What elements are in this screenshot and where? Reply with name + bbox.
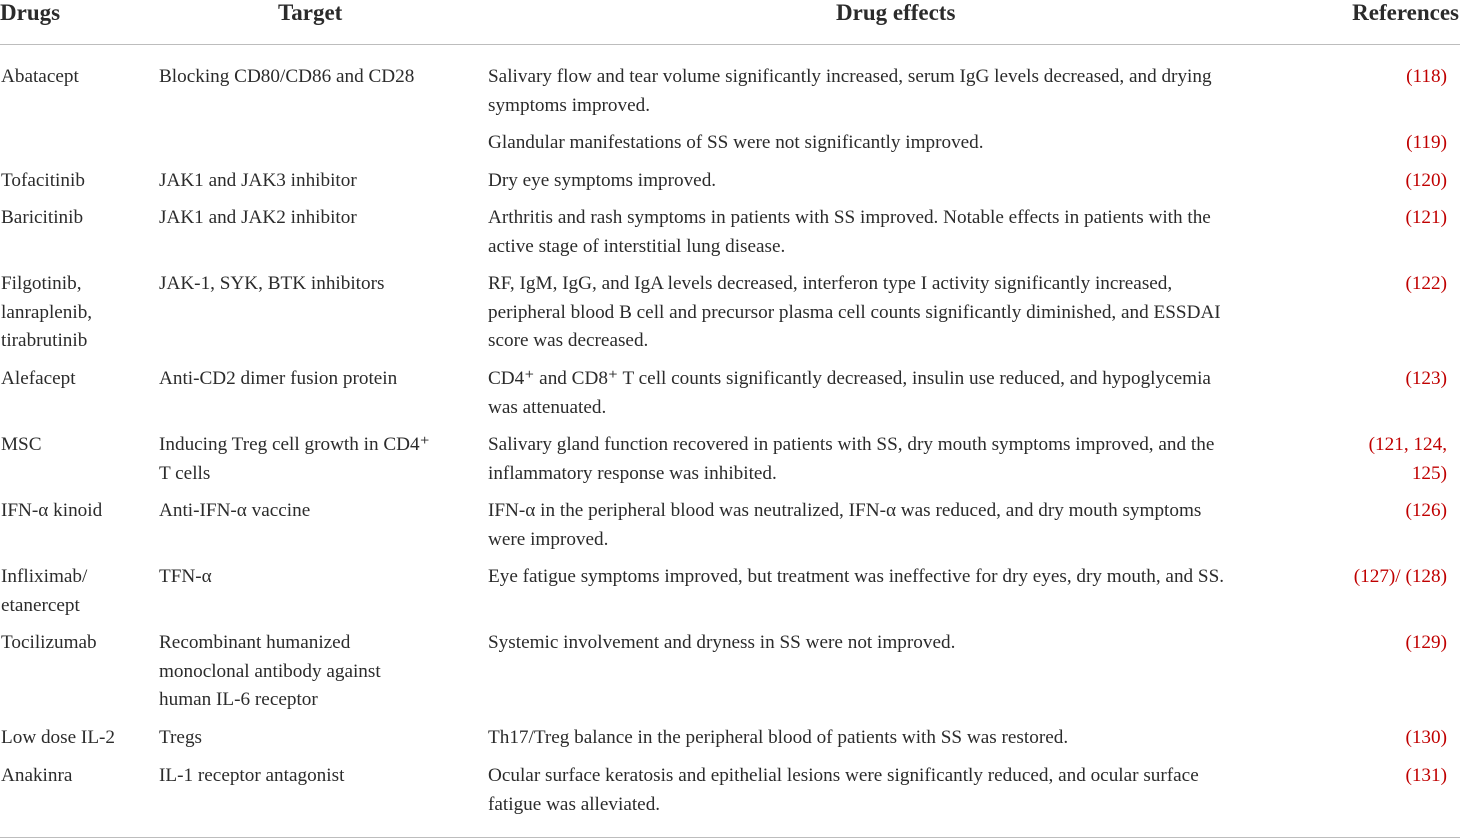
reference-cell[interactable] [1327, 563, 1447, 592]
cell-line: score was decreased. [488, 330, 649, 351]
drug-effect-cell [488, 497, 1318, 554]
drug-effect-cell [488, 167, 1318, 196]
reference-line: (120) [1405, 170, 1447, 191]
drug-effect-cell [488, 431, 1318, 488]
cell-line: Salivary flow and tear volume significantly increased, serum IgG levels decreased, and drying [488, 66, 1212, 87]
cell-line: lanraplenib, [1, 301, 93, 323]
drug-cell [1, 365, 151, 394]
drug-cell [1, 497, 151, 526]
cell-line: CD4⁺ and CD8⁺ T cell counts significantly decreased, insulin use reduced, and hypoglycemia [488, 368, 1211, 389]
target-cell [159, 431, 469, 488]
drug-cell [1, 270, 151, 356]
cell-line: JAK-1, SYK, BTK inhibitors [159, 273, 385, 294]
reference-cell[interactable] [1327, 762, 1447, 791]
drug-cell [1, 431, 151, 460]
target-cell [159, 762, 469, 791]
target-cell [159, 365, 469, 394]
cell-line: JAK1 and JAK3 inhibitor [159, 170, 357, 191]
target-cell [159, 167, 469, 196]
cell-line: Infliximab/ [1, 566, 88, 587]
reference-line: (121) [1405, 207, 1447, 228]
cell-line: IFN-α kinoid [1, 500, 103, 521]
reference-line: (129) [1405, 632, 1447, 653]
cell-line: Tofacitinib [1, 170, 85, 191]
cell-line: Systemic involvement and dryness in SS were not improved. [488, 632, 956, 653]
cell-line: Ocular surface keratosis and epithelial lesions were significantly reduced, and ocular surface [488, 765, 1199, 786]
reference-line: (118) [1406, 66, 1447, 87]
cell-line: MSC [1, 434, 42, 455]
header-references: References [1352, 0, 1459, 25]
target-cell [159, 63, 469, 92]
reference-cell[interactable] [1327, 270, 1447, 299]
cell-line: Dry eye symptoms improved. [488, 170, 717, 191]
drug-cell [1, 629, 151, 658]
reference-line: 125) [1411, 462, 1447, 484]
target-cell [159, 497, 469, 526]
target-cell [159, 270, 469, 299]
cell-line: Anti-IFN-α vaccine [159, 500, 311, 521]
cell-line: Salivary gland function recovered in patients with SS, dry mouth symptoms improved, and the [488, 434, 1215, 455]
reference-cell[interactable] [1327, 497, 1447, 526]
cell-line: TFN-α [159, 566, 212, 587]
drug-effect-cell [488, 129, 1318, 158]
cell-line: etanercept [1, 594, 80, 616]
cell-line: symptoms improved. [488, 94, 651, 116]
cell-line: Baricitinib [1, 207, 84, 228]
drug-effect-cell [488, 204, 1318, 261]
drug-cell [1, 63, 151, 92]
cell-line: active stage of interstitial lung disease. [488, 235, 786, 257]
drug-cell [1, 762, 151, 791]
cell-line: were improved. [488, 528, 609, 550]
cell-line: Tregs [159, 727, 203, 748]
cell-line: IL-1 receptor antagonist [159, 765, 345, 786]
cell-line: Eye fatigue symptoms improved, but treatment was ineffective for dry eyes, dry mouth, and SS. [488, 566, 1225, 587]
cell-line: Anakinra [1, 765, 73, 786]
cell-line: Glandular manifestations of SS were not significantly improved. [488, 132, 984, 153]
cell-line: Blocking CD80/CD86 and CD28 [159, 66, 415, 87]
reference-cell[interactable] [1327, 204, 1447, 233]
cell-line: human IL-6 receptor [159, 689, 318, 710]
drug-effect-cell [488, 762, 1318, 819]
target-cell [159, 563, 469, 592]
drug-cell [1, 563, 151, 620]
reference-line: (123) [1405, 368, 1447, 389]
cell-line: Tocilizumab [1, 632, 97, 653]
drug-effect-cell [488, 629, 1318, 658]
cell-line: JAK1 and JAK2 inhibitor [159, 207, 357, 228]
cell-line: Inducing Treg cell growth in CD4⁺ [159, 434, 430, 455]
cell-line: RF, IgM, IgG, and IgA levels decreased, interferon type I activity significantly increased, [488, 273, 1173, 294]
reference-line: (127)/ (128) [1353, 566, 1447, 587]
cell-line: T cells [159, 462, 211, 484]
reference-line: (131) [1405, 765, 1447, 786]
drug-cell [1, 167, 151, 196]
cell-line: inflammatory response was inhibited. [488, 462, 777, 484]
table-header [0, 0, 1460, 45]
reference-line: (121, 124, [1368, 434, 1447, 455]
bottom-rule [0, 837, 1460, 838]
reference-cell[interactable] [1327, 431, 1447, 488]
reference-line: (119) [1406, 132, 1447, 153]
cell-line: Alefacept [1, 368, 76, 389]
cell-line: Anti-CD2 dimer fusion protein [159, 368, 398, 389]
drug-effect-cell [488, 63, 1318, 120]
drug-effect-cell [488, 563, 1318, 592]
cell-line: tirabrutinib [1, 330, 88, 351]
cell-line: Arthritis and rash symptoms in patients with SS improved. Notable effects in patients with the [488, 207, 1211, 228]
reference-cell[interactable] [1327, 724, 1447, 753]
target-cell [159, 204, 469, 233]
cell-line: peripheral blood B cell and precursor plasma cell counts significantly diminished, and ESSDAI [488, 301, 1221, 323]
reference-line: (130) [1405, 727, 1447, 748]
cell-line: Abatacept [1, 66, 79, 87]
cell-line: was attenuated. [488, 396, 607, 418]
reference-cell[interactable] [1327, 365, 1447, 394]
drug-cell [1, 204, 151, 233]
header-drugs: Drugs [0, 0, 61, 25]
cell-line: fatigue was alleviated. [488, 793, 661, 815]
target-cell [159, 724, 469, 753]
reference-cell[interactable] [1327, 629, 1447, 658]
header-target: Target [278, 0, 343, 25]
cell-line: IFN-α in the peripheral blood was neutralized, IFN-α was reduced, and dry mouth symptoms [488, 500, 1202, 521]
reference-cell[interactable] [1327, 129, 1447, 158]
drug-effect-cell [488, 724, 1318, 753]
cell-line: Recombinant humanized [159, 632, 351, 653]
cell-line: Filgotinib, [1, 273, 82, 294]
header-drug-effects: Drug effects [836, 0, 956, 25]
target-cell [159, 629, 469, 715]
drug-effect-cell [488, 365, 1318, 422]
reference-line: (122) [1405, 273, 1447, 294]
reference-cell[interactable] [1327, 167, 1447, 196]
cell-line: monoclonal antibody against [159, 660, 381, 682]
cell-line: Th17/Treg balance in the peripheral blood of patients with SS was restored. [488, 727, 1069, 748]
drug-cell [1, 724, 151, 753]
cell-line: Low dose IL-2 [1, 727, 116, 748]
reference-cell[interactable] [1327, 63, 1447, 92]
drug-effect-cell [488, 270, 1318, 356]
reference-line: (126) [1405, 500, 1447, 521]
